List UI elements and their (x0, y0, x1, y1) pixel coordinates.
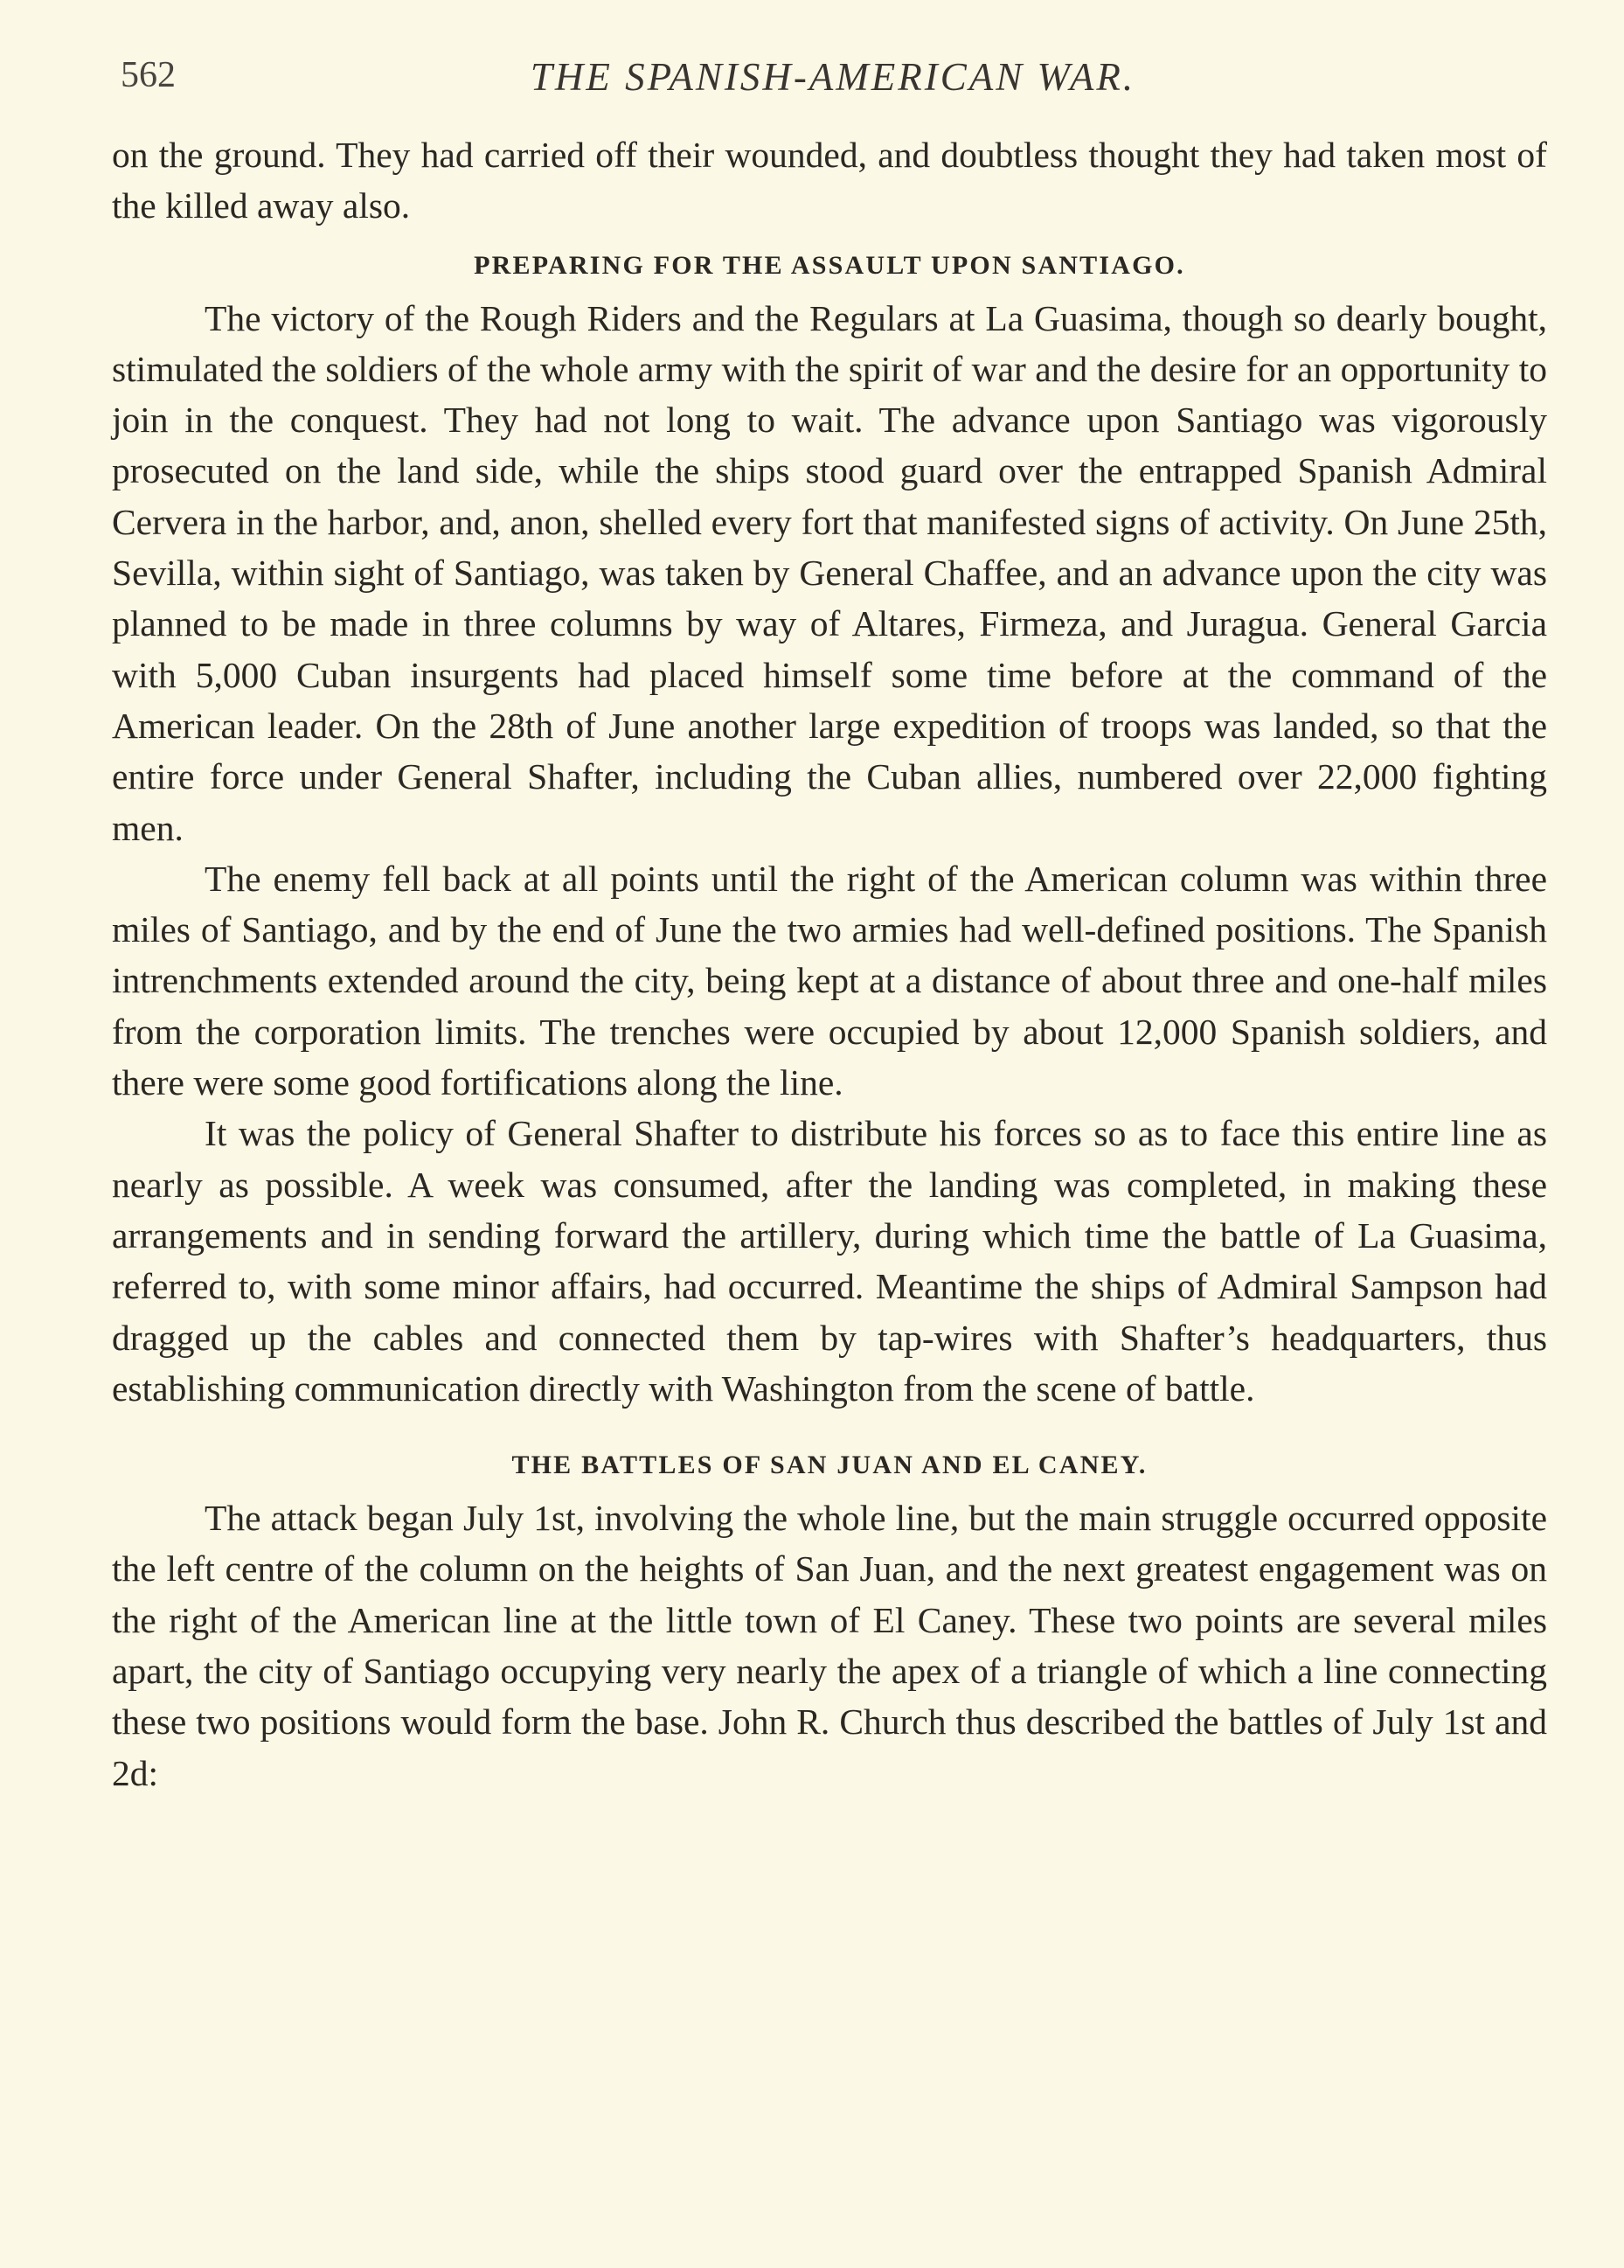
running-title: THE SPANISH-AMERICAN WAR. (530, 55, 1136, 99)
running-head (121, 54, 1545, 107)
page-number: 562 (121, 55, 176, 95)
paragraph: It was the policy of General Shafter to distribute his forces so as to face this entire line as nearly as possible. A week was consumed, after the landing was completed, in making these arrangements and in sending forward the artillery, during which time the battle of La Guasima, referred to, with some minor affairs, had occurred. Meantime the ships of Admiral Sampson had dragged up the cables and connected them by tap-wires with Shafter’s headquarters, thus establishing communication directly with Washington from the scene of battle. (112, 1113, 1547, 1409)
paragraph: The attack began July 1st, involving the whole line, but the main struggle occurred opposite the left centre of the column on the heights of San Juan, and the next greatest engagement was on the right of the American line at the little town of El Caney. These two points are several miles apart, the city of Santiago occupying very nearly the apex of a triangle of which a line connecting these two positions would form the base. John R. Church thus described the battles of July 1st and 2d: (112, 1498, 1547, 1793)
body-text (112, 129, 1547, 1798)
paragraph: The victory of the Rough Riders and the Regulars at La Guasima, though so dearly bought, stimulated the soldiers of the whole army with the spirit of war and the desire for an opportunity to join in the conquest. They had not long to wait. The advance upon Santiago was vigorously prosecuted on the land side, while the ships stood guard over the entrapped Spanish Admiral Cervera in the harbor, and, anon, shelled every fort that manifested signs of activity. On June 25th, Sevilla, within sight of Santiago, was taken by General Chaffee, and an advance upon the city was planned to be made in three columns by way of Altares, Firmeza, and Juragua. General Garcia with 5,000 Cuban insurgents had placed himself some time before at the command of the American leader. On the 28th of June another large expedition of troops was landed, so that the entire force under General Shafter, including the Cuban allies, numbered over 22,000 fighting men. (112, 297, 1547, 848)
section-heading-preparing-assault: PREPARING FOR THE ASSAULT UPON SANTIAGO. (474, 250, 1185, 280)
paragraph: The enemy fell back at all points until the right of the American column was within three miles of Santiago, and by the end of June the two armies had well-defined positions. The Spanish intrenchments extended around the city, being kept at a distance of about three and one-half miles from the corporation limits. The trenches were occupied by about 12,000 Spanish soldiers, and there were some good fortifications along the line. (112, 858, 1547, 1103)
opening-paragraph: on the ground. They had carried off their wounded, and doubtless thought they had taken most of the killed away also. (112, 135, 1547, 226)
section-heading-san-juan-el-caney: THE BATTLES OF SAN JUAN AND EL CANEY. (511, 1451, 1148, 1480)
